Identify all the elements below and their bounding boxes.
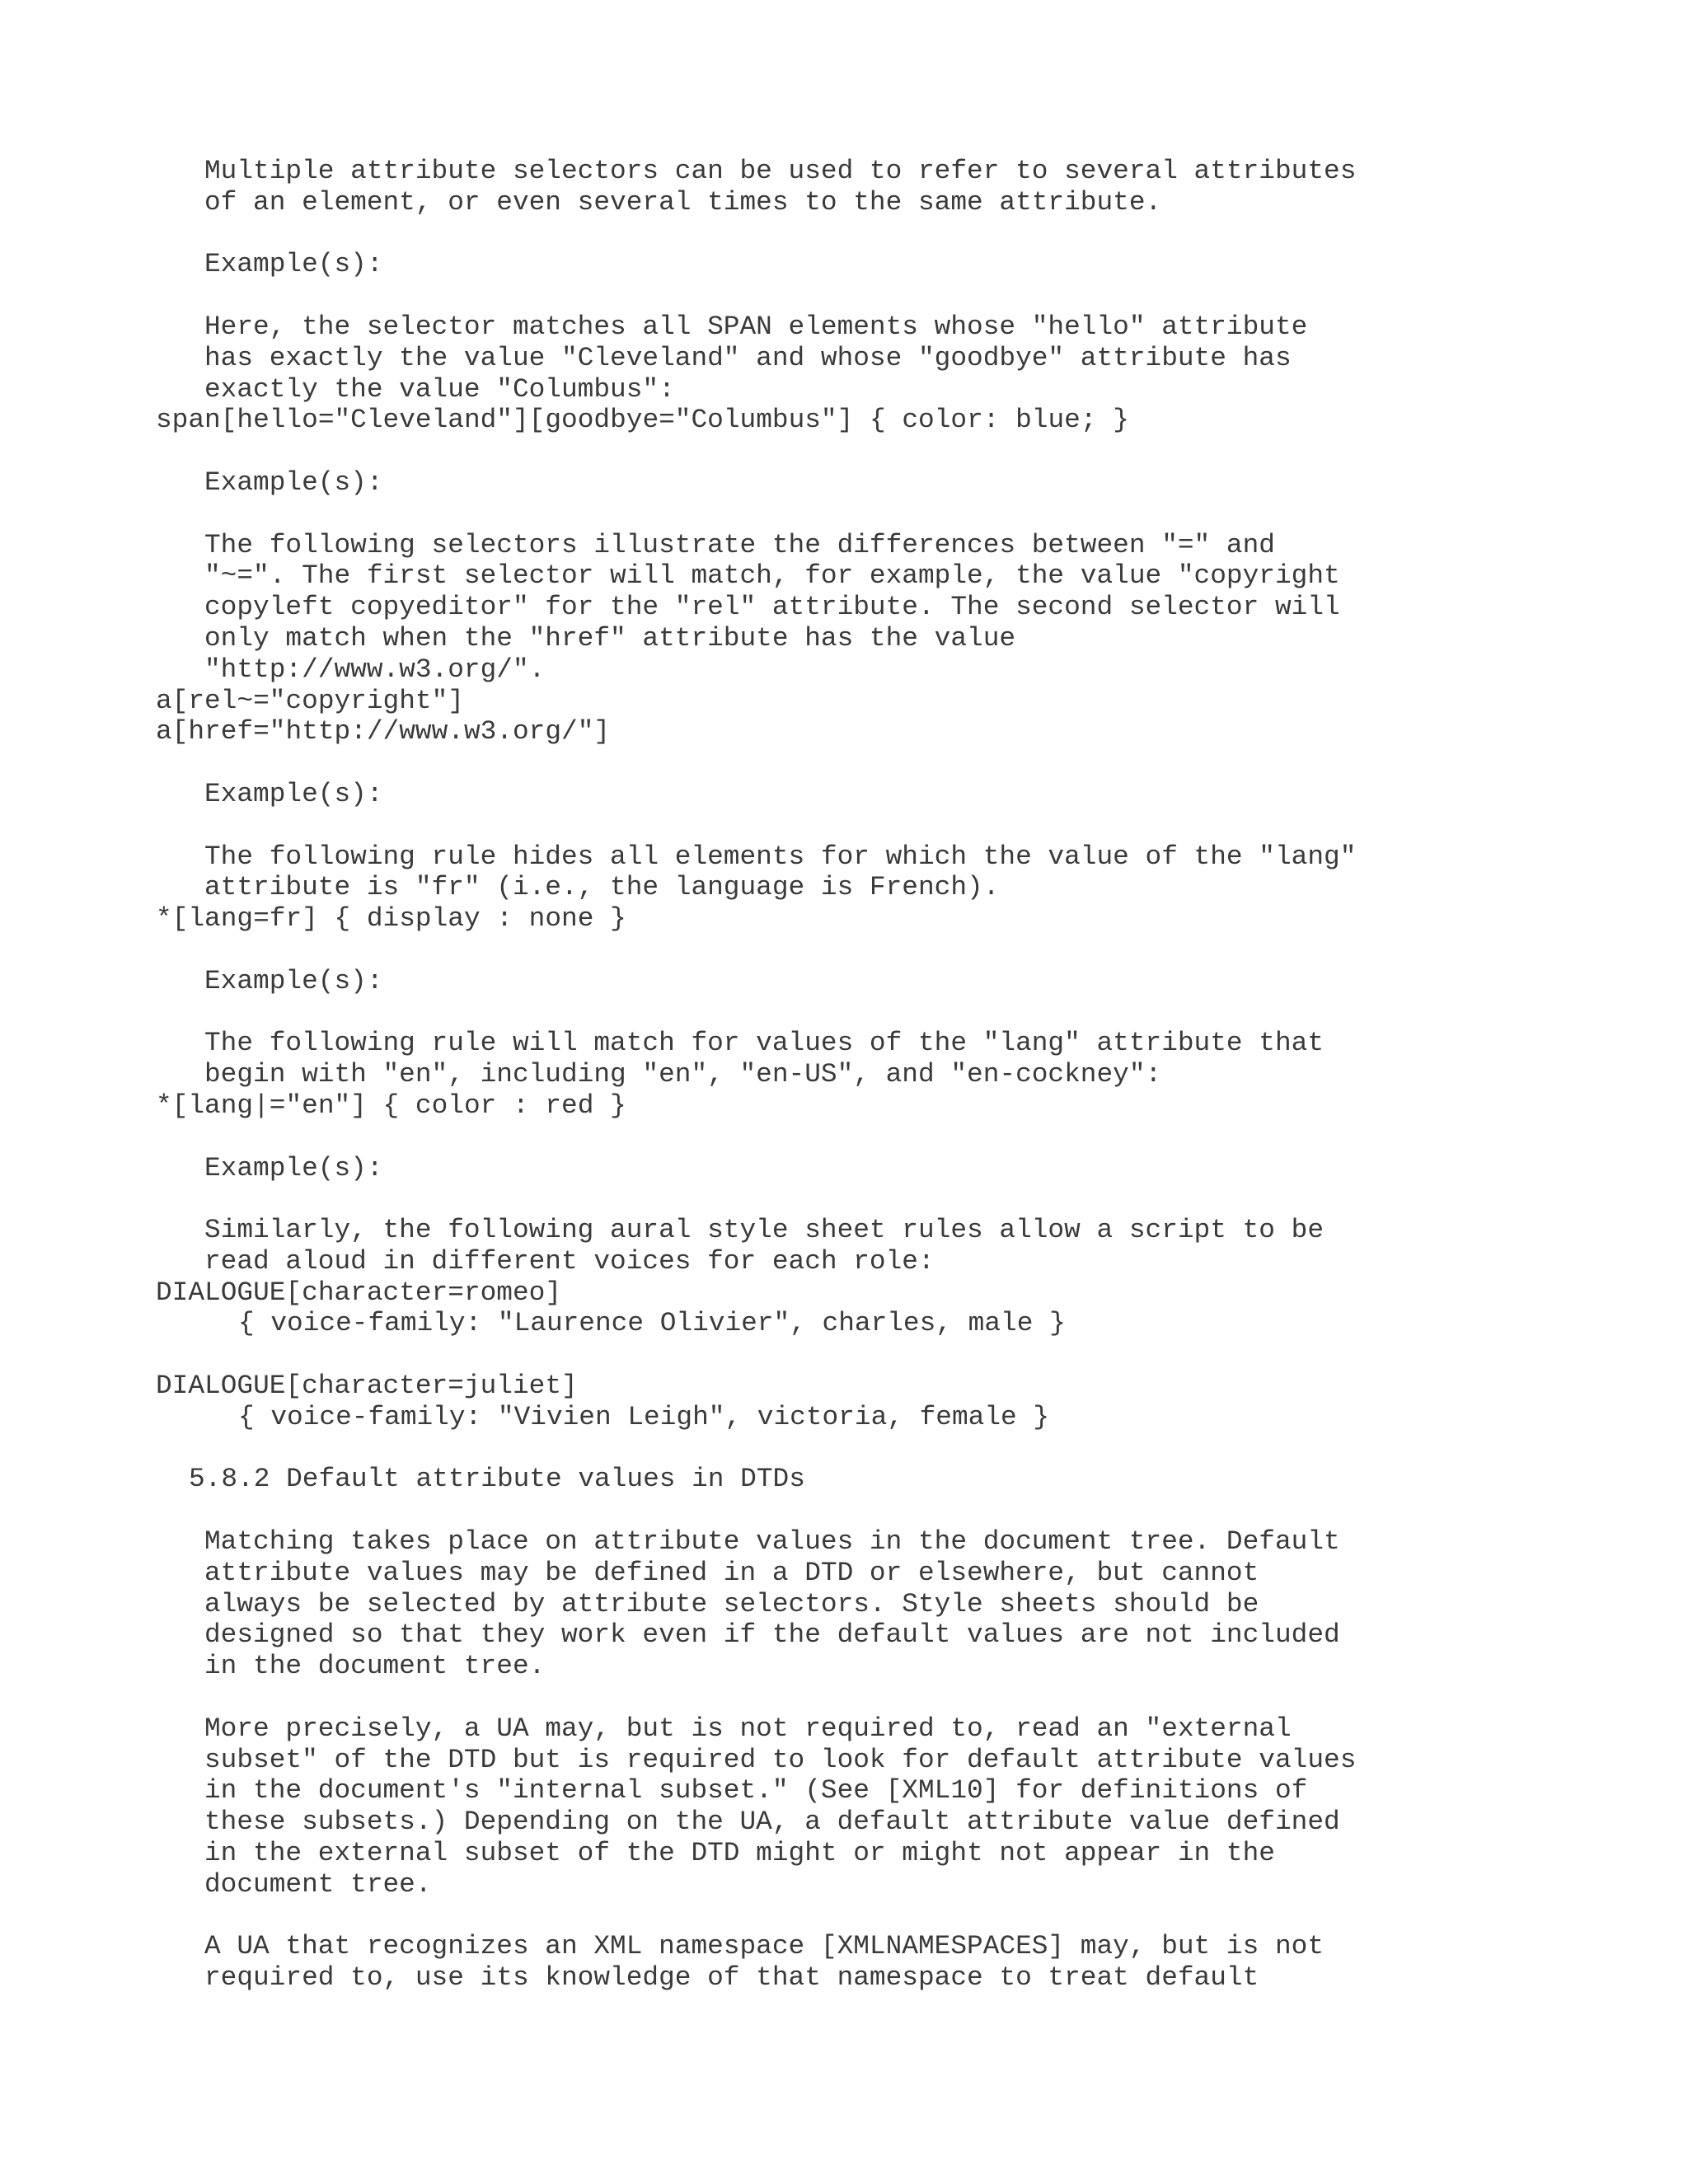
code-line: a[href="http://www.w3.org/"] — [156, 716, 611, 748]
text-line: copyleft copyeditor" for the "rel" attribute. The second selector will — [204, 592, 1340, 623]
text-line: The following selectors illustrate the differences between "=" and — [204, 529, 1275, 560]
code-line: span[hello="Cleveland"][goodbye="Columbus"] { color: blue; } — [156, 405, 1129, 436]
code-line: DIALOGUE[character=juliet] — [156, 1371, 578, 1402]
text-line: Here, the selector matches all SPAN elements whose "hello" attribute — [204, 311, 1308, 342]
code-line: { voice-family: "Laurence Olivier", charles, male } — [238, 1308, 1066, 1339]
text-line: always be selected by attribute selectors. Style sheets should be — [204, 1588, 1259, 1619]
text-line: Similarly, the following aural style sheet rules allow a script to be — [204, 1215, 1325, 1246]
text-line: exactly the value "Columbus": — [204, 373, 675, 405]
text-line: document tree. — [204, 1868, 432, 1900]
code-line: *[lang=fr] { display : none } — [156, 903, 626, 935]
text-line: The following rule hides all elements for which the value of the "lang" — [204, 841, 1357, 872]
code-line: DIALOGUE[character=romeo] — [156, 1277, 562, 1308]
text-line: only match when the "href" attribute has the value — [204, 622, 1016, 654]
code-line: *[lang|="en"] { color : red } — [156, 1090, 626, 1121]
code-line: { voice-family: "Vivien Leigh", victoria, female } — [238, 1401, 1050, 1432]
text-line: read aloud in different voices for each role: — [204, 1245, 935, 1277]
text-line: More precisely, a UA may, but is not required to, read an "external — [204, 1713, 1292, 1744]
code-line: a[rel~="copyright"] — [156, 685, 464, 716]
text-line: in the document's "internal subset." (See [XML10] for definitions of — [204, 1775, 1308, 1807]
example-label: Example(s): — [204, 778, 383, 809]
example-label: Example(s): — [204, 249, 383, 280]
text-line: "~=". The first selector will match, for example, the value "copyright — [204, 560, 1340, 592]
section-heading: 5.8.2 Default attribute values in DTDs — [189, 1464, 805, 1495]
text-line: in the external subset of the DTD might or might not appear in the — [204, 1838, 1275, 1869]
text-line: Matching takes place on attribute values in the document tree. Default — [204, 1526, 1340, 1558]
text-line: Multiple attribute selectors can be used to refer to several attributes — [204, 156, 1357, 186]
text-line: The following rule will match for values of the "lang" attribute that — [204, 1028, 1325, 1059]
text-line: these subsets.) Depending on the UA, a default attribute value defined — [204, 1807, 1340, 1838]
text-line: designed so that they work even if the default values are not included — [204, 1619, 1340, 1651]
document-page — [0, 156, 1688, 1994]
text-line: attribute values may be defined in a DTD or elsewhere, but cannot — [204, 1557, 1259, 1588]
text-line: subset" of the DTD but is required to look for default attribute values — [204, 1744, 1357, 1775]
text-line: "http://www.w3.org/". — [204, 654, 546, 685]
example-label: Example(s): — [204, 965, 383, 996]
text-line: of an element, or even several times to the same attribute. — [204, 186, 1162, 218]
text-line: begin with "en", including "en", "en-US", and "en-cockney": — [204, 1059, 1162, 1090]
text-line: required to, use its knowledge of that namespace to treat default — [204, 1962, 1259, 1994]
example-label: Example(s): — [204, 466, 383, 498]
example-label: Example(s): — [204, 1152, 383, 1183]
text-line: has exactly the value "Cleveland" and whose "goodbye" attribute has — [204, 342, 1292, 373]
text-line: attribute is "fr" (i.e., the language is French). — [204, 872, 1000, 903]
text-line: in the document tree. — [204, 1651, 546, 1682]
text-line: A UA that recognizes an XML namespace [XMLNAMESPACES] may, but is not — [204, 1931, 1325, 1962]
